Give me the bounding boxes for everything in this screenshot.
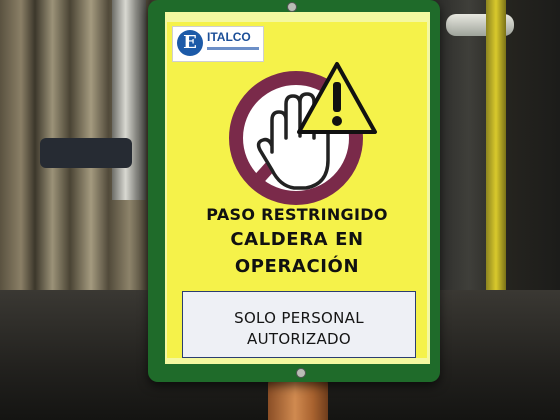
insulated-pipe	[112, 0, 146, 200]
company-logo	[172, 26, 264, 62]
sign-post	[268, 378, 328, 420]
yellow-pipe	[486, 0, 506, 300]
screw-top	[287, 2, 297, 12]
headline-line-1: PASO RESTRINGIDO	[206, 205, 388, 224]
logo-mark-icon: E	[177, 30, 203, 56]
valve-assembly	[40, 138, 132, 168]
notice-line-2: AUTORIZADO	[247, 330, 351, 348]
logo-tagline-line	[207, 47, 259, 50]
stop-hand-icon	[226, 60, 378, 210]
screw-bottom	[296, 368, 306, 378]
notice-line-1: SOLO PERSONAL	[234, 309, 364, 327]
headline-line-3: OPERACIÓN	[234, 256, 360, 277]
headline-line-2: CALDERA EN	[230, 229, 364, 250]
authorized-personnel-notice	[182, 291, 416, 358]
restricted-headline	[172, 204, 422, 280]
logo-name: ITALCO	[207, 30, 251, 44]
